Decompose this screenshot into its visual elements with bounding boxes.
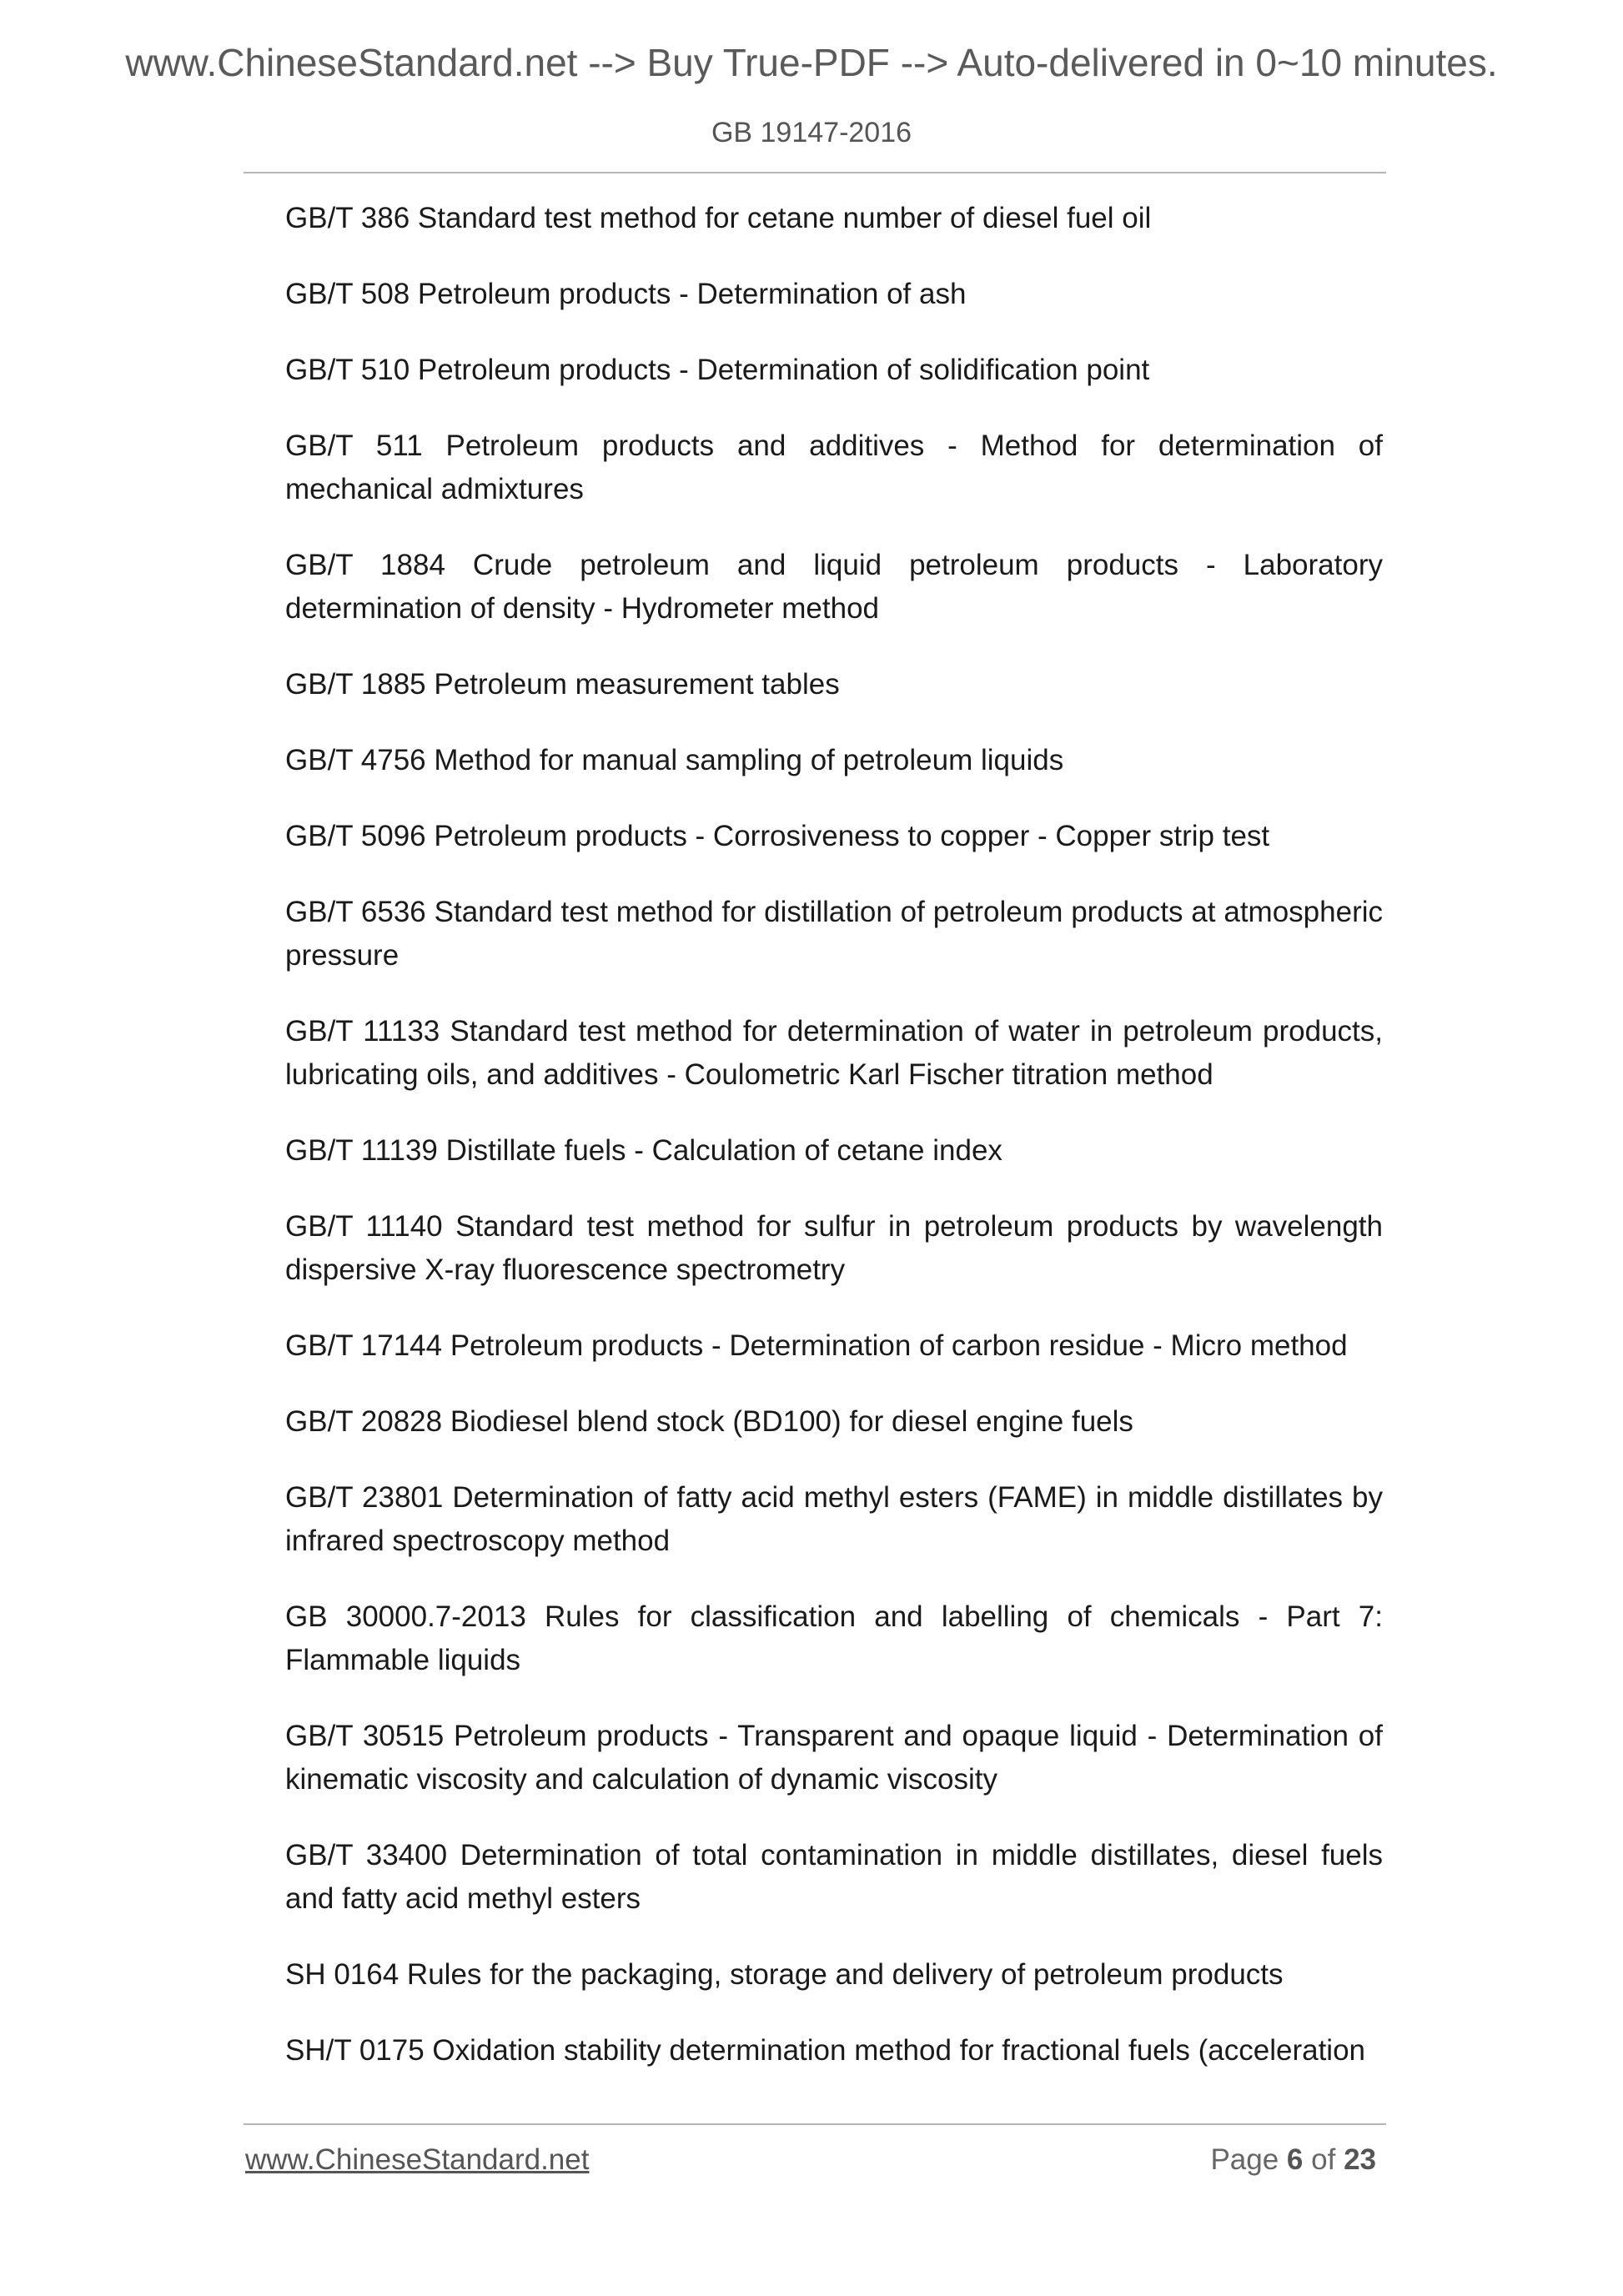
reference-item: SH/T 0175 Oxidation stability determination method for fractional fuels (acceleration [285, 2034, 1366, 2067]
reference-item: GB/T 30515 Petroleum products - Transparent and opaque liquid - Determination of kinematic viscosity and calculation of dynamic viscosity [285, 1720, 1383, 1796]
site-banner: www.ChineseStandard.net --> Buy True-PDF --> Auto-delivered in 0~10 minutes. [125, 41, 1498, 84]
footer-divider [244, 2123, 1386, 2125]
reference-item: GB/T 33400 Determination of total contamination in middle distillates, diesel fuels and fatty acid methyl esters [285, 1839, 1383, 1915]
page-word: Page [1210, 2143, 1279, 2176]
reference-item: GB/T 1884 Crude petroleum and liquid petroleum products - Laboratory determination of density - Hydrometer method [285, 549, 1383, 625]
reference-item: GB/T 4756 Method for manual sampling of petroleum liquids [285, 744, 1064, 776]
reference-item: GB/T 23801 Determination of fatty acid methyl esters (FAME) in middle distillates by infrared spectroscopy method [285, 1481, 1383, 1557]
document-code: GB 19147-2016 [711, 117, 912, 148]
reference-item: GB/T 11140 Standard test method for sulfur in petroleum products by wavelength dispersive X-ray fluorescence spectrometry [285, 1210, 1383, 1286]
reference-item: GB/T 511 Petroleum products and additives - Method for determination of mechanical admixtures [285, 430, 1383, 505]
reference-item: GB/T 5096 Petroleum products - Corrosiveness to copper - Copper strip test [285, 820, 1270, 852]
reference-item: GB/T 17144 Petroleum products - Determination of carbon residue - Micro method [285, 1329, 1348, 1362]
page-indicator [1210, 2143, 1376, 2177]
reference-item: GB/T 11139 Distillate fuels - Calculation of cetane index [285, 1134, 1002, 1167]
footer-site-link[interactable]: www.ChineseStandard.net [245, 2143, 590, 2176]
reference-item: GB/T 1885 Petroleum measurement tables [285, 668, 840, 701]
reference-item: GB/T 508 Petroleum products - Determination of ash [285, 278, 967, 310]
reference-item: GB/T 20828 Biodiesel blend stock (BD100) for diesel engine fuels [285, 1405, 1133, 1438]
reference-item: GB 30000.7-2013 Rules for classification and labelling of chemicals - Part 7: Flammable liquids [285, 1600, 1383, 1676]
reference-item: SH 0164 Rules for the packaging, storage and delivery of petroleum products [285, 1958, 1284, 1991]
page-of: of [1311, 2143, 1336, 2176]
reference-item: GB/T 510 Petroleum products - Determination of solidification point [285, 354, 1150, 386]
reference-item: GB/T 11133 Standard test method for determination of water in petroleum products, lubricating oils, and additives - Coulometric Karl Fischer titration method [285, 1015, 1383, 1091]
page-total: 23 [1344, 2143, 1376, 2176]
normative-references-list [285, 197, 1383, 2105]
header-divider [244, 172, 1386, 173]
page-current: 6 [1286, 2143, 1304, 2176]
reference-item: GB/T 6536 Standard test method for distillation of petroleum products at atmospheric pressure [285, 896, 1383, 972]
reference-item: GB/T 386 Standard test method for cetane number of diesel fuel oil [285, 202, 1152, 234]
